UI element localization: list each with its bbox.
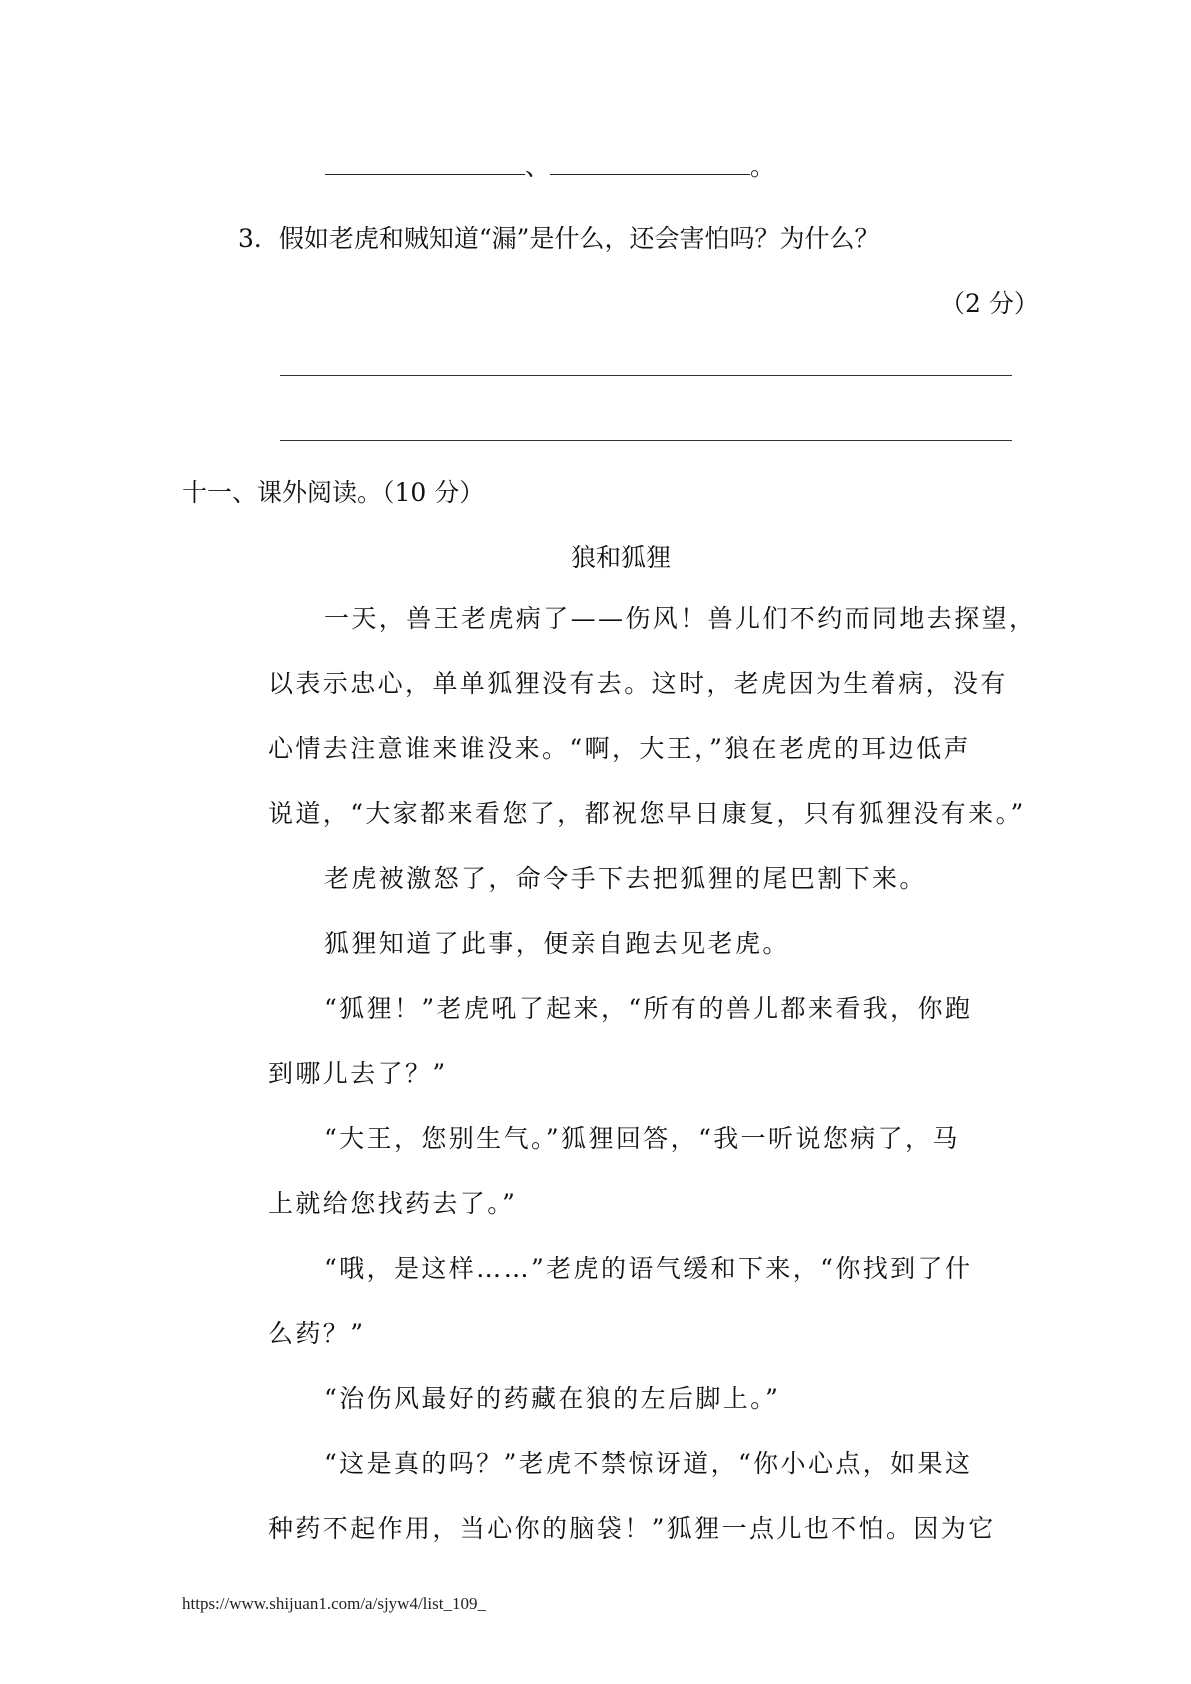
answer-line-2 [280, 440, 1012, 441]
blank-separator: 、 [525, 152, 551, 181]
story-line: “治伤风最好的药藏在狼的左后脚上。” [324, 1384, 781, 1413]
story-line: 上就给您找药去了。” [268, 1189, 518, 1218]
story-line: 到哪儿去了？” [268, 1059, 448, 1088]
story-line: “哦，是这样……”老虎的语气缓和下来，“你找到了什 [324, 1254, 973, 1283]
story-line: 么药？” [268, 1319, 366, 1348]
blank-end: 。 [750, 152, 776, 181]
question-3-text: 3．假如老虎和贼知道“漏”是什么，还会害怕吗？为什么？ [238, 224, 880, 253]
story-line: “狐狸！”老虎吼了起来，“所有的兽儿都来看我，你跑 [324, 994, 973, 1023]
story-line: 老虎被激怒了，命令手下去把狐狸的尾巴割下来。 [324, 864, 927, 893]
story-line: 种药不起作用，当心你的脑袋！”狐狸一点儿也不怕。因为它 [268, 1514, 996, 1543]
section-11-heading: 十一、课外阅读。（10 分） [182, 478, 485, 507]
story-line: 一天，兽王老虎病了——伤风！兽儿们不约而同地去探望， [324, 604, 1037, 633]
question-3-score: （2 分） [940, 289, 1039, 318]
story-line: 说道，“大家都来看您了，都祝您早日康复，只有狐狸没有来。” [268, 799, 1026, 828]
answer-blank-1 [325, 152, 525, 175]
footer-url[interactable]: https://www.shijuan1.com/a/sjyw4/list_109_ [182, 1594, 486, 1613]
story-line: 心情去注意谁来谁没来。“啊，大王，”狼在老虎的耳边低声 [268, 734, 971, 763]
answer-blank-2 [550, 152, 750, 175]
answer-line-1 [280, 375, 1012, 376]
story-line: 狐狸知道了此事，便亲自跑去见老虎。 [324, 929, 790, 958]
answer-blank-row [325, 150, 775, 184]
story-line: “大王，您别生气。”狐狸回答，“我一听说您病了，马 [324, 1124, 960, 1153]
story-line: 以表示忠心，单单狐狸没有去。这时，老虎因为生着病，没有 [268, 669, 1008, 698]
story-title: 狼和狐狸 [571, 543, 672, 572]
story-line: “这是真的吗？”老虎不禁惊讶道，“你小心点，如果这 [324, 1449, 973, 1478]
